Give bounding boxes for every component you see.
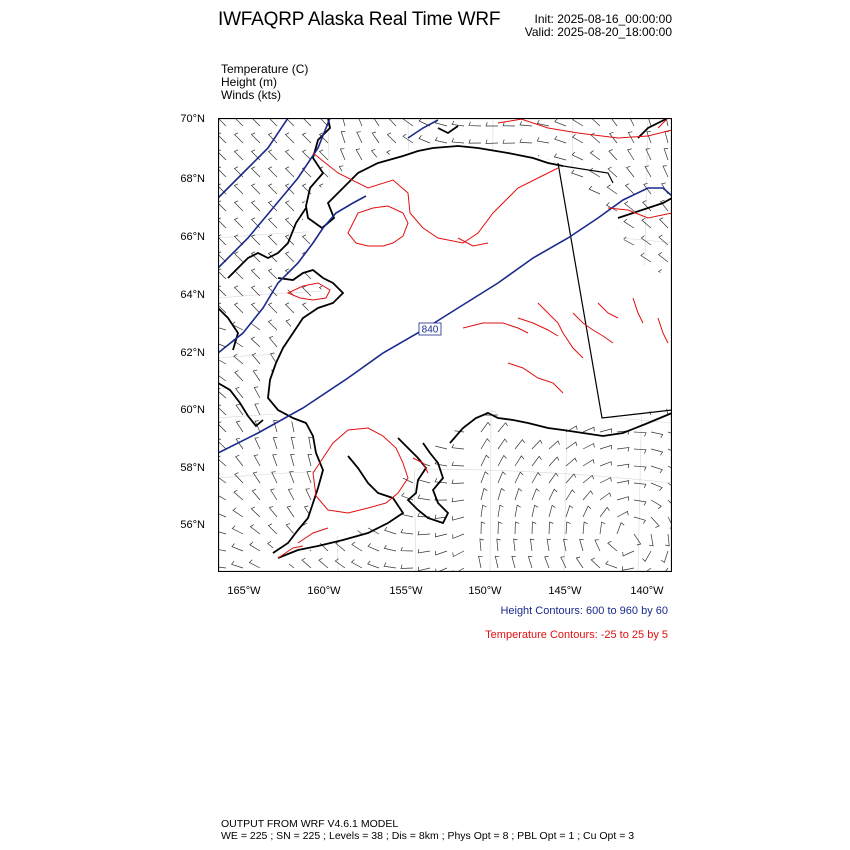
lat-label-62: 62°N <box>180 347 205 359</box>
contour-label: 840 <box>421 324 439 336</box>
lon-label-140: 140°W <box>630 585 664 597</box>
lon-label-150: 150°W <box>468 585 502 597</box>
lat-label-64: 64°N <box>180 289 205 301</box>
model-info <box>221 818 634 842</box>
field-temperature: Temperature (C) <box>221 62 309 76</box>
time-info <box>525 13 672 39</box>
height-contour-legend: Height Contours: 600 to 960 by 60 <box>500 605 668 617</box>
valid-time: Valid: 2025-08-20_18:00:00 <box>524 25 672 39</box>
lat-label-60: 60°N <box>180 404 205 416</box>
weather-map <box>218 118 672 572</box>
model-config: WE = 225 ; SN = 225 ; Levels = 38 ; Dis = 8km ; Phys Opt = 8 ; PBL Opt = 1 ; Cu Opt = 3 <box>221 830 635 842</box>
temperature-contour-legend: Temperature Contours: -25 to 25 by 5 <box>485 629 668 641</box>
lon-label-145: 145°W <box>548 585 582 597</box>
lat-label-58: 58°N <box>180 462 205 474</box>
lat-label-68: 68°N <box>180 173 205 185</box>
init-time: Init: 2025-08-16_00:00:00 <box>534 12 672 26</box>
lat-label-56: 56°N <box>180 519 205 531</box>
field-list <box>221 63 308 102</box>
lon-label-155: 155°W <box>389 585 423 597</box>
model-version: OUTPUT FROM WRF V4.6.1 MODEL <box>221 818 399 830</box>
plot-title: IWFAQRP Alaska Real Time WRF <box>218 9 501 30</box>
lon-label-165: 165°W <box>227 585 261 597</box>
lat-label-70: 70°N <box>180 113 205 125</box>
lon-label-160: 160°W <box>307 585 341 597</box>
field-height: Height (m) <box>221 75 278 89</box>
lat-label-66: 66°N <box>180 231 205 243</box>
field-winds: Winds (kts) <box>221 88 281 102</box>
